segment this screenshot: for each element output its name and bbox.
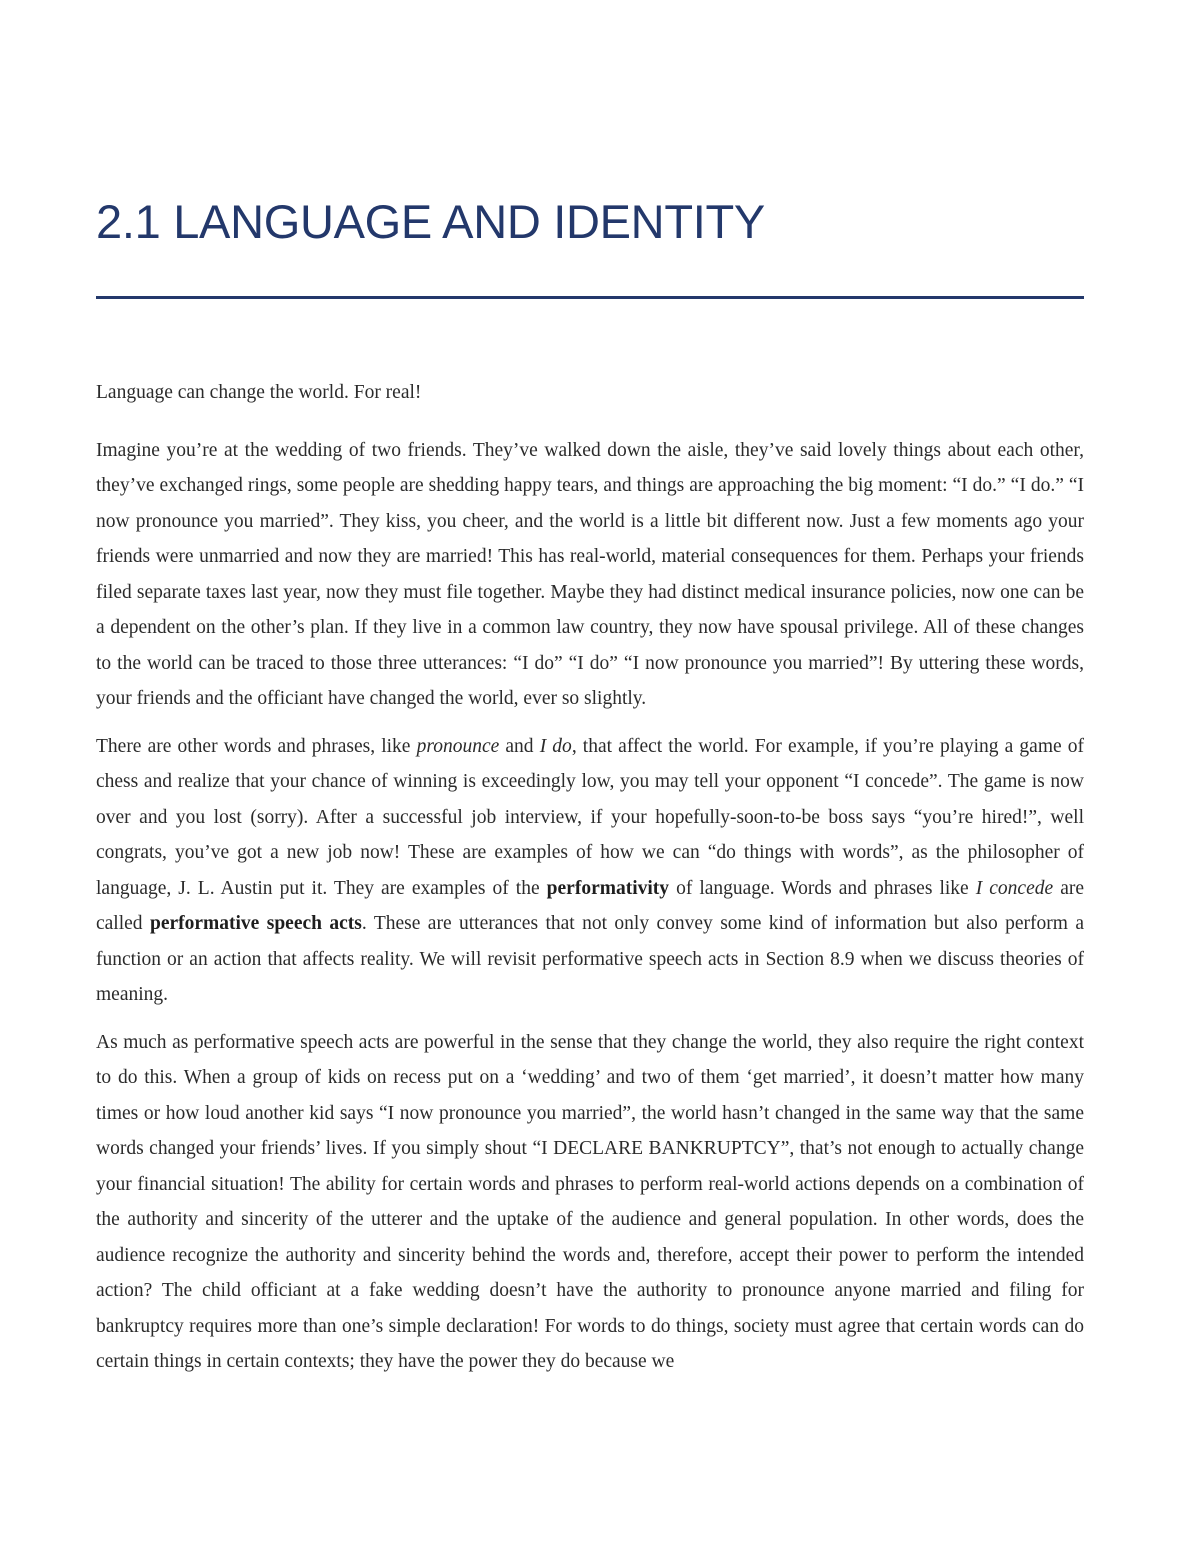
- paragraph-context: As much as performative speech acts are powerful in the sense that they change the world, they also require the right context to do this. When a group of kids on recess put on a ‘wedding’ and two of them ‘get married’, it doesn’t matter how many times or how loud another kid says “I now pronounce you married”, the world hasn’t changed in the same way that the same words changed your friends’ lives. If you simply shout “I DECLARE BANKRUPTCY”, that’s not enough to actually change your financial situation! The ability for certain words and phrases to perform real-world actions depends on a combination of the authority and sincerity of the utterer and the uptake of the audience and general population. In other words, does the audience recognize the authority and sincerity behind the words and, therefore, accept their power to perform the intended action? The child officiant at a fake wedding doesn’t have the authority to pronounce anyone married and filing for bankruptcy requires more than one’s simple declaration! For words to do things, society must agree that certain words can do certain things in certain contexts; they have the power they do because we: [96, 1031, 1084, 1372]
- term-i-concede: I concede: [975, 877, 1054, 899]
- term-performativity: performativity: [546, 877, 670, 899]
- title-divider: [96, 296, 1084, 299]
- text-run: are called: [96, 877, 1084, 934]
- text-run: , that affect the world. For example, if you’re playing a game of chess and realize that your chance of winning is exceedingly low, you may tell your opponent “I concede”. The game is now over and you lost (sorry). After a successful job interview, if your hopefully-soon-to-be boss says “you’re hired!”, well congrats, you’ve got a new job now! These are examples of how we can “do things with words”, as the philosopher of language, J. L. Austin put it. They are examples of the: [96, 735, 1085, 899]
- paragraph-performativity: [96, 729, 1084, 1013]
- section-title: 2.1 LANGUAGE AND IDENTITY: [96, 195, 765, 248]
- text-run: There are other words and phrases, like: [96, 735, 417, 757]
- text-run: . These are utterances that not only convey some kind of information but also perform a function or an action that affects reality. We will revisit performative speech acts in Section 8.9 when we discuss theories of meaning.: [96, 913, 1084, 1005]
- paragraph-wedding: Imagine you’re at the wedding of two friends. They’ve walked down the aisle, they’ve said lovely things about each other, they’ve exchanged rings, some people are shedding happy tears, and things are approaching the big moment: “I do.” “I do.” “I now pronounce you married”. They kiss, you cheer, and the world is a little bit different now. Just a few moments ago your friends were unmarried and now they are married! This has real-world, material consequences for them. Perhaps your friends filed separate taxes last year, now they must file together. Maybe they had distinct medical insurance policies, now one can be a dependent on the other’s plan. If they live in a common law country, they now have spousal privilege. All of these changes to the world can be traced to those three utterances: “I do” “I do” “I now pronounce you married”! By uttering these words, your friends and the officiant have changed the world, ever so slightly.: [96, 439, 1084, 709]
- section-body: [96, 375, 1084, 1392]
- paragraph-intro: Language can change the world. For real!: [96, 382, 422, 403]
- term-i-do: I do: [539, 735, 572, 757]
- term-pronounce: pronounce: [416, 735, 500, 757]
- text-run: of language. Words and phrases like: [669, 877, 976, 899]
- text-run: and: [499, 735, 540, 757]
- term-performative-speech-acts: performative speech acts: [149, 913, 362, 934]
